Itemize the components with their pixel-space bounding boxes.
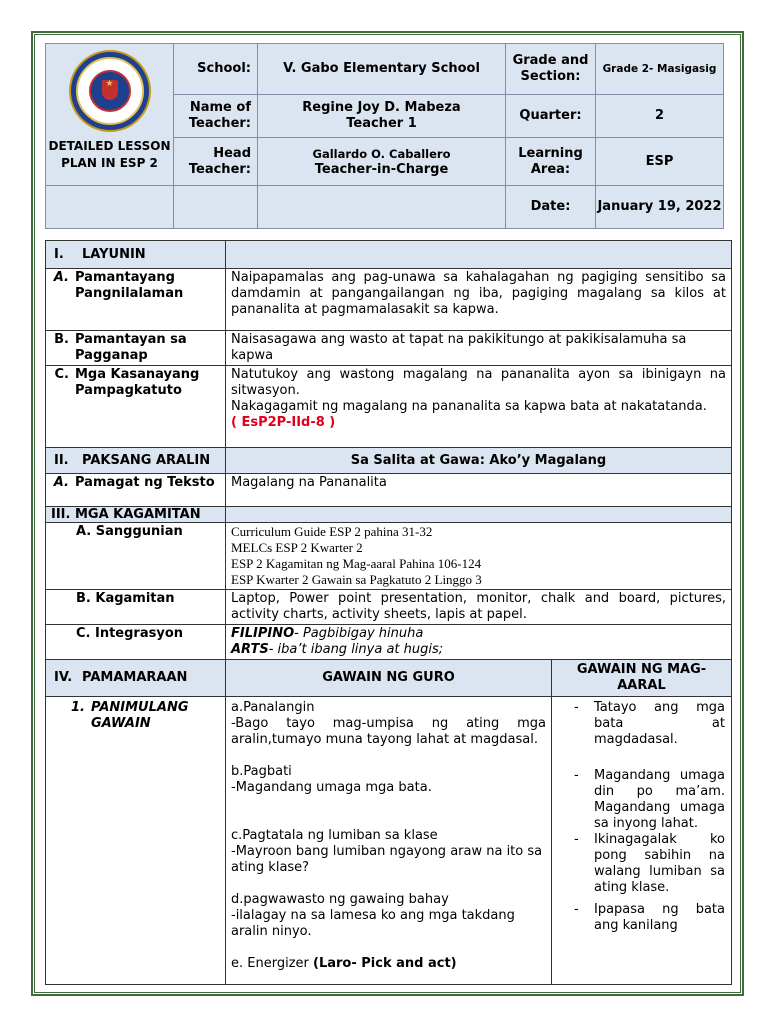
integration-subject: ARTS (231, 642, 269, 657)
teacher-name: Regine Joy D. Mabeza (302, 100, 461, 115)
section-layunin-header (46, 241, 226, 269)
activity-title: e. Energizer (231, 956, 313, 971)
dash-bullet: - (574, 700, 579, 715)
student-response: Magandang umaga din po ma’am. Magandang umaga sa inyong lahat. (594, 768, 725, 831)
section-number: II. (54, 452, 69, 468)
integration-subject: FILIPINO (231, 626, 295, 641)
layunin-a-label (46, 269, 226, 331)
item-label: Pamagat ng Teksto (75, 475, 215, 490)
activity-title: c.Pagtatala ng lumiban sa klase (231, 828, 438, 843)
date-value: January 19, 2022 (596, 186, 724, 229)
section-paksa-header (46, 448, 226, 474)
layunin-a-text: Naipapamalas ang pag-unawa sa kahalagahan ng pagiging sensitibo sa damdamin at pangangailangan ng iba, pagiging magalang sa kilos at pananalita at pagmamalasakit sa kapwa. (226, 269, 732, 331)
item-label: Pamantayang Pangnilalaman (75, 270, 184, 301)
head-teacher-name: Gallardo O. Caballero (312, 146, 451, 161)
empty-cell (258, 186, 506, 229)
section-kagamitan-blank (226, 507, 732, 523)
source-item: ESP Kwarter 2 Gawain sa Pagkatuto 2 Linggo 3 (231, 572, 482, 587)
source-item: ESP 2 Kagamitan ng Mag-aaral Pahina 106-124 (231, 556, 482, 571)
area-value: ESP (596, 138, 724, 186)
section-kagamitan-header: III. MGA KAGAMITAN (46, 507, 226, 523)
kagamitan-text: Laptop, Power point presentation, monitor, chalk and board, pictures, activity charts, activity sheets, lapis at papel. (226, 590, 732, 625)
empty-cell (174, 186, 258, 229)
teacher-value (258, 95, 506, 138)
sanggunian-label: A. Sanggunian (46, 523, 226, 590)
step-label: PANIMULANG GAWAIN (91, 700, 189, 731)
section-title: PAMAMARAAN (82, 670, 188, 685)
section-pamamaraan-header (46, 660, 226, 697)
list-item (572, 700, 725, 748)
head-teacher-label: Head Teacher: (174, 138, 258, 186)
student-response: Tatayo ang mga bata at magdadasal. (594, 700, 725, 747)
activity-game: (Laro- Pick and act) (313, 956, 457, 971)
list-item (572, 832, 725, 896)
student-response: Ikinagagalak ko pong sabihin na walang lumiban sa ating klase. (594, 832, 725, 895)
dash-bullet: - (574, 902, 579, 917)
list-item (572, 768, 725, 832)
layunin-c-text (226, 366, 732, 448)
lesson-table (45, 240, 732, 985)
school-value: V. Gabo Elementary School (258, 44, 506, 95)
section-number: IV. (54, 670, 73, 685)
integration-detail: - iba’t ibang linya at hugis; (268, 642, 444, 657)
section-title: LAYUNIN (82, 246, 146, 262)
section-layunin-blank (226, 241, 732, 269)
quarter-value: 2 (596, 95, 724, 138)
step-label-cell (46, 697, 226, 985)
competency-code: ( EsP2P-IId-8 ) (231, 415, 336, 430)
teacher-label: Name of Teacher: (174, 95, 258, 138)
grade-label: Grade and Section: (506, 44, 596, 95)
source-item: Curriculum Guide ESP 2 pahina 31-32 (231, 524, 433, 539)
dash-bullet: - (574, 768, 579, 783)
item-number: B. (54, 332, 69, 347)
item-number: A. (53, 270, 69, 285)
layunin-b-label (46, 331, 226, 366)
head-teacher-position: Teacher-in-Charge (314, 161, 449, 177)
area-label: Learning Area: (506, 138, 596, 186)
activity-title: a.Panalangin (231, 700, 315, 715)
step-number: 1. (71, 700, 85, 715)
list-item (572, 902, 725, 934)
activity-text: -Magandang umaga mga bata. (231, 780, 432, 795)
activity-text: -Mayroon bang lumiban ngayong araw na ito sa ating klase? (231, 844, 543, 875)
date-label: Date: (506, 186, 596, 229)
deped-seal-icon: ★ (69, 50, 151, 132)
teacher-position: Teacher 1 (346, 116, 417, 131)
grade-value: Grade 2- Masigasig (596, 44, 724, 95)
col-header-guro: GAWAIN NG GURO (226, 660, 552, 697)
paksa-a-text: Magalang na Pananalita (226, 474, 732, 507)
kagamitan-label: B. Kagamitan (46, 590, 226, 625)
integration-detail: - Pagbibigay hinuha (294, 626, 424, 641)
integrasyon-label: C. Integrasyon (46, 625, 226, 660)
layunin-c-label (46, 366, 226, 448)
source-item: MELCs ESP 2 Kwarter 2 (231, 540, 363, 555)
logo-cell (46, 44, 174, 186)
activity-text: -Bago tayo mag-umpisa ng ating mga aralin,tumayo muna tayong lahat at magdasal. (231, 716, 546, 747)
competency-text-2: Nakagagamit ng magalang na pananalita sa kapwa bata at nakatatanda. (231, 399, 707, 414)
sanggunian-list (226, 523, 732, 590)
item-label: Pamantayan sa Pagganap (75, 332, 187, 363)
item-label: Mga Kasanayang Pampagkatuto (75, 367, 200, 398)
school-label: School: (174, 44, 258, 95)
integrasyon-text (226, 625, 732, 660)
quarter-label: Quarter: (506, 95, 596, 138)
activity-text: -ilalagay na sa lamesa ko ang mga takdang aralin ninyo. (231, 908, 515, 939)
section-title: PAKSANG ARALIN (82, 452, 211, 468)
magaaral-activities (552, 697, 732, 985)
activity-title: b.Pagbati (231, 764, 292, 779)
layunin-b-text: Naisasagawa ang wasto at tapat na pakikitungo at pakikisalamuha sa kapwa (226, 331, 732, 366)
empty-cell (46, 186, 174, 229)
activity-title: d.pagwawasto ng gawaing bahay (231, 892, 449, 907)
item-number: C. (54, 367, 69, 382)
header-table (45, 43, 724, 229)
competency-text-1: Natutukoy ang wastong magalang na pananalita ayon sa ibinigayn na sitwasyon. (231, 367, 726, 398)
dash-bullet: - (574, 832, 579, 847)
lesson-topic: Sa Salita at Gawa: Ako’y Magalang (226, 448, 732, 474)
col-header-magaaral: GAWAIN NG MAG-AARAL (552, 660, 732, 697)
guro-activities (226, 697, 552, 985)
lesson-plan-title: DETAILED LESSON PLAN IN ESP 2 (48, 139, 171, 170)
paksa-a-label (46, 474, 226, 507)
head-teacher-value (258, 138, 506, 186)
student-response: Ipapasa ng bata ang kanilang (594, 902, 725, 933)
item-number: A. (53, 475, 69, 490)
section-number: I. (54, 246, 64, 262)
